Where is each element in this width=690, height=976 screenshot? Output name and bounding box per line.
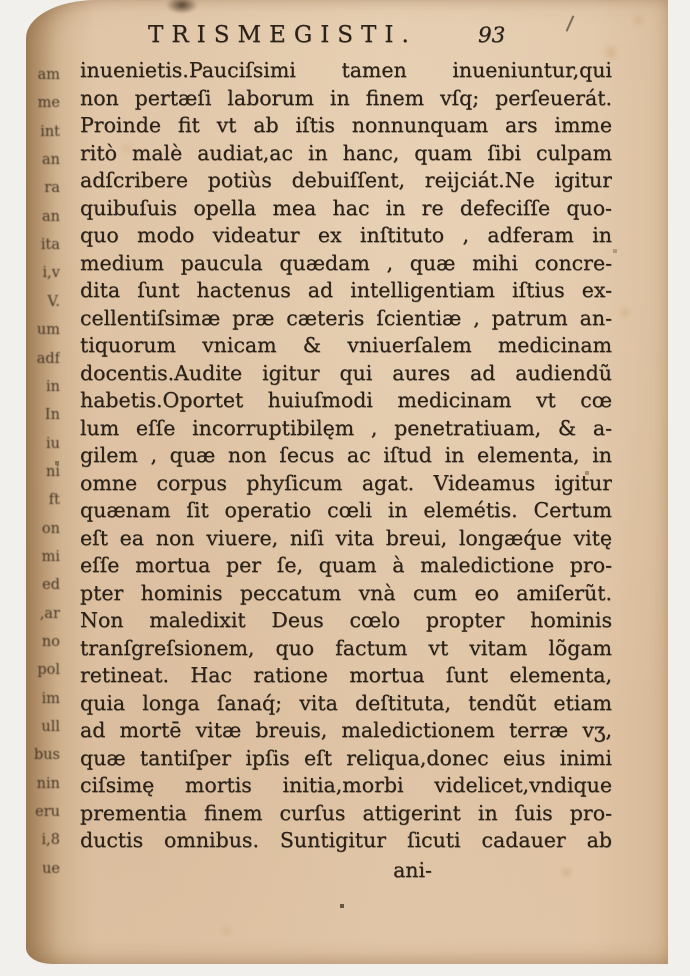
body-line: prementia finem curſus attigerint in ſuis pro-	[80, 800, 612, 825]
running-header	[80, 20, 612, 54]
ink-blot	[166, 0, 198, 14]
gutter-fragment: pol	[37, 662, 60, 679]
page	[26, 0, 668, 964]
body-line: retineat. Hac ratione mortua ſunt elementa,	[80, 663, 612, 687]
body-line: quo modo videatur ex inſtituto , adferam in	[80, 223, 612, 247]
gutter-fragment: V.	[47, 293, 60, 310]
gutter-fragment: eru	[35, 804, 60, 821]
body-line: quæ tantiſper ipſis eſt reliqua,donec eius inimi	[80, 745, 612, 770]
gutter-fragment: am	[37, 67, 60, 83]
gutter-fragment: bus	[33, 747, 60, 764]
body-line: Non maledixit Deus cœlo propter hominis	[80, 608, 612, 632]
gutter-fragment: i,8	[41, 832, 60, 849]
body-line: non pertæſi laborum in finem vſq; perſeuerát.	[80, 85, 612, 110]
body-line: lum eſſe incorruptibilęm , penetratiuam, & a-	[80, 415, 612, 440]
gutter-fragment: ft	[48, 492, 60, 509]
body-line: ad mortē vitæ breuis, maledictionem terræ vʒ,	[80, 718, 612, 742]
body-line: docentis.Audite igitur qui aures ad audiendũ	[80, 360, 612, 385]
gutter-fragment: no	[41, 634, 60, 650]
gutter-fragment: nin	[36, 775, 60, 792]
running-header-title: TRISMEGISTI.	[148, 22, 417, 48]
gutter-fragment: ni	[46, 463, 60, 480]
gutter-fragment: iu	[46, 435, 60, 452]
gutter-fragment: int	[40, 123, 60, 140]
gutter-fragment: ra	[44, 180, 60, 197]
body-text	[80, 57, 612, 855]
gutter-fragment: an	[42, 152, 60, 169]
body-line: quia longa ſanaq́; vita deſtituta, tendũt etiam	[80, 690, 612, 715]
gutter-fragment: an	[42, 208, 60, 225]
gutter-fragment: ed	[42, 577, 60, 594]
gutter-fragment: on	[41, 520, 60, 537]
body-line: Proinde fit vt ab iſtis nonnunquam ars imme	[80, 113, 612, 137]
body-line: eſt ea non viuere, niſi vita breui, longæq́ue vitę	[80, 525, 612, 550]
gutter-fragment: ,ar	[39, 605, 60, 622]
body-line: eſſe mortua per ſe, quam à maledictione pro-	[80, 553, 612, 577]
catchword: ani-	[393, 858, 432, 882]
gutter-fragment: ue	[42, 860, 60, 877]
body-line: ritò malè audiat,ac in hanc, quam ſibi culpam	[80, 140, 612, 165]
body-line: tiquorum vnicam & vniuerſalem medicinam	[80, 333, 612, 357]
body-line: dita ſunt hactenus ad intelligentiam iſtius ex-	[80, 278, 612, 302]
gutter-fragment: In	[44, 407, 60, 424]
gutter-fragment: i,v	[42, 265, 60, 282]
gutter-fragment: im	[41, 690, 60, 707]
body-line: gilem , quæ non ſecus ac iſtud in elementa, in	[80, 443, 612, 467]
gutter-fragment: mi	[41, 548, 60, 565]
page-number: 93	[478, 23, 506, 48]
gutter-fragment: ull	[41, 719, 60, 736]
body-line: cellentiſsimæ præ cæteris ſcientiæ , patrum an-	[80, 305, 612, 330]
gutter-fragment: um	[36, 322, 60, 339]
body-line: medium paucula quædam , quæ mihi concre-	[80, 250, 612, 275]
body-line: pter hominis peccatum vnà cum eo amiſerũt.	[80, 580, 612, 605]
gutter-fragment: adf	[36, 350, 60, 367]
gutter-fragment: ita	[40, 237, 60, 254]
gutter-fragment: me	[37, 95, 60, 112]
body-line: quibuſuis opella mea hac in re defeciſſe quo-	[80, 195, 612, 220]
gutter-fragment: in	[46, 378, 60, 395]
body-line: habetis.Oportet huiuſmodi medicinam vt cœ	[80, 388, 612, 412]
body-line: inuenietis.Pauciſsimi tamen inueniuntur,qui	[80, 58, 612, 82]
body-line: omne corpus phyſicum agat. Videamus igitur	[80, 470, 612, 495]
body-line: tranſgreſsionem, quo factum vt vitam lõgam	[80, 635, 612, 660]
body-line: adſcribere potiùs debuiſſent, reijciát.Ne igitur	[80, 168, 612, 192]
body-line: ciſsimę mortis initia,morbi videlicet,vndique	[80, 773, 612, 797]
ink-specks	[26, 0, 28, 2]
body-line: ductis omnibus. Suntigitur ſicuti cadauer ab	[80, 828, 612, 852]
body-line: quænam ſit operatio cœli in elemétis. Certum	[80, 498, 612, 522]
